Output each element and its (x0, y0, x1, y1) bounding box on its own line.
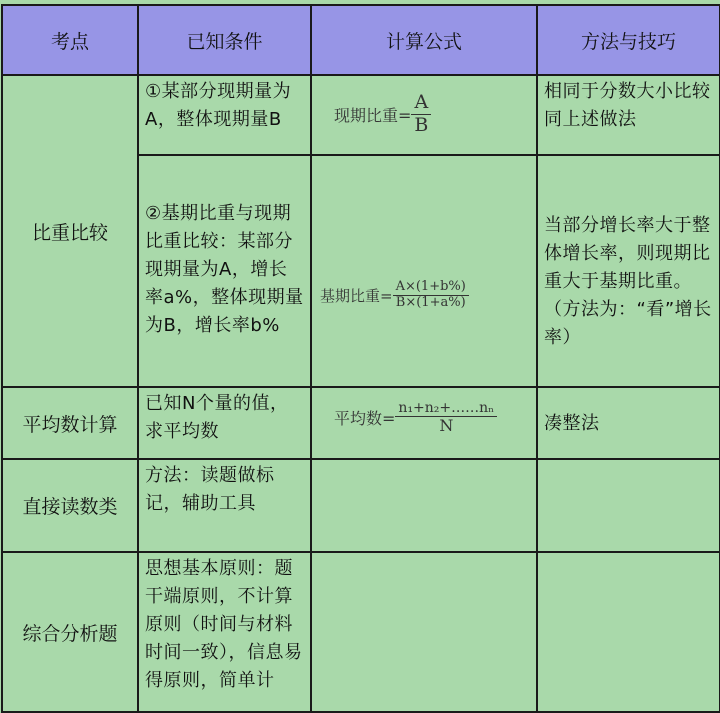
formula-name: 平均数= (334, 409, 396, 429)
table-row (2, 552, 720, 712)
numerator: A×(1+b%) (395, 279, 466, 294)
denominator: N (439, 416, 454, 436)
denominator: B×(1+a%) (395, 294, 466, 310)
fraction (411, 92, 431, 137)
header-method: 方法与技巧 (537, 5, 720, 75)
topic-average: 平均数计算 (2, 387, 138, 459)
fraction (393, 280, 469, 311)
formula-name: 现期比重= (334, 105, 412, 125)
formula-cell (311, 387, 537, 459)
formula-cell (311, 459, 537, 552)
method-cell: 凑整法 (537, 387, 720, 459)
denominator: B (414, 113, 429, 136)
condition-cell: 已知N个量的值，求平均数 (138, 387, 311, 459)
condition-cell: 方法：读题做标记，辅助工具 (138, 459, 311, 552)
table-row (2, 459, 720, 552)
condition-cell: 思想基本原则：题干端原则，不计算原则（时间与材料时间一致），信息易得原则，简单计 (138, 552, 311, 712)
method-cell: 相同于分数大小比较同上述做法 (537, 75, 720, 155)
current-proportion-formula (334, 92, 431, 137)
condition-cell: ②基期比重与现期比重比较：某部分现期量为A，增长率a%，整体现期量为B，增长率b% (138, 155, 311, 387)
topic-proportion: 比重比较 (2, 75, 138, 387)
formula-cell (311, 75, 537, 155)
formula-cell (311, 155, 537, 387)
formula-name: 基期比重= (320, 286, 393, 305)
method-cell (537, 552, 720, 712)
table-row (2, 387, 720, 459)
header-formula: 计算公式 (311, 5, 537, 75)
condition-cell: ①某部分现期量为A，整体现期量B (138, 75, 311, 155)
base-proportion-formula (320, 280, 469, 311)
topic-comprehensive: 综合分析题 (2, 552, 138, 712)
method-cell (537, 459, 720, 552)
topic-direct-reading: 直接读数类 (2, 459, 138, 552)
numerator: n₁+n₂+……nₙ (398, 400, 495, 416)
table-row (2, 75, 720, 155)
fraction (395, 400, 497, 435)
header-known-conditions: 已知条件 (138, 5, 311, 75)
method-cell: 当部分增长率大于整体增长率，则现期比重大于基期比重。（方法为：“看”增长率） (537, 155, 720, 387)
formula-cell (311, 552, 537, 712)
header-topic: 考点 (2, 5, 138, 75)
numerator: A (414, 91, 429, 113)
summary-table (1, 4, 720, 713)
header-row (2, 5, 720, 75)
average-formula (334, 400, 497, 435)
